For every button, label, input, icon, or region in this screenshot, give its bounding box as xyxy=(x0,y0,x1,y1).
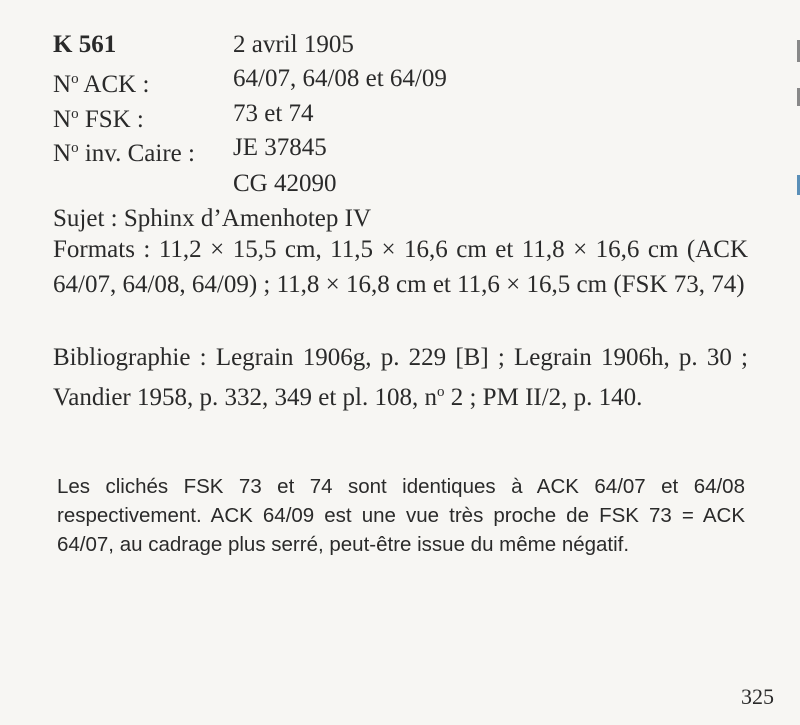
commentary-note: Les clichés FSK 73 et 74 sont identiques à ACK 64/07 et 64/08 respectivement. ACK 64/09 est une vue très proche de FSK 73 = ACK 64/07, au cadrage plus serré, peut-être issue du même négatif. xyxy=(57,475,745,556)
field-fsk-value: 73 et 74 xyxy=(233,100,314,127)
bibliographie-paragraph: Bibliographie : Legrain 1906g, p. 229 [B] ; Legrain 1906h, p. 30 ; Vandier 1958, p. 332, 349 et pl. 108, $n^o$ 2 ; PM II/2, p. 140. xyxy=(53,344,748,411)
field-ack-label: $N^o$ ACK : xyxy=(53,71,150,98)
sujet-line: Sujet : Sphinx d’Amenhotep IV xyxy=(53,205,372,232)
page-number: 325 xyxy=(741,684,774,709)
formats-paragraph: Formats : 11,2 × 15,5 cm, 11,5 × 16,6 cm et 11,8 × 16,6 cm (ACK 64/07, 64/08, 64/09) ; 11,8 × 16,8 cm et 11,6 × 16,5 cm (FSK 73, 74) xyxy=(53,236,748,298)
field-fsk-label: $N^o$ FSK : xyxy=(53,106,144,133)
field-inv-caire-value-je: JE 37845 xyxy=(233,134,327,161)
field-inv-caire-label: $N^o$ inv. Caire : xyxy=(53,140,195,167)
entry-id: K 561 xyxy=(53,31,117,58)
entry-date: 2 avril 1905 xyxy=(233,31,354,58)
field-inv-caire-value-cg: CG 42090 xyxy=(233,170,337,197)
field-ack-value: 64/07, 64/08 et 64/09 xyxy=(233,65,447,92)
